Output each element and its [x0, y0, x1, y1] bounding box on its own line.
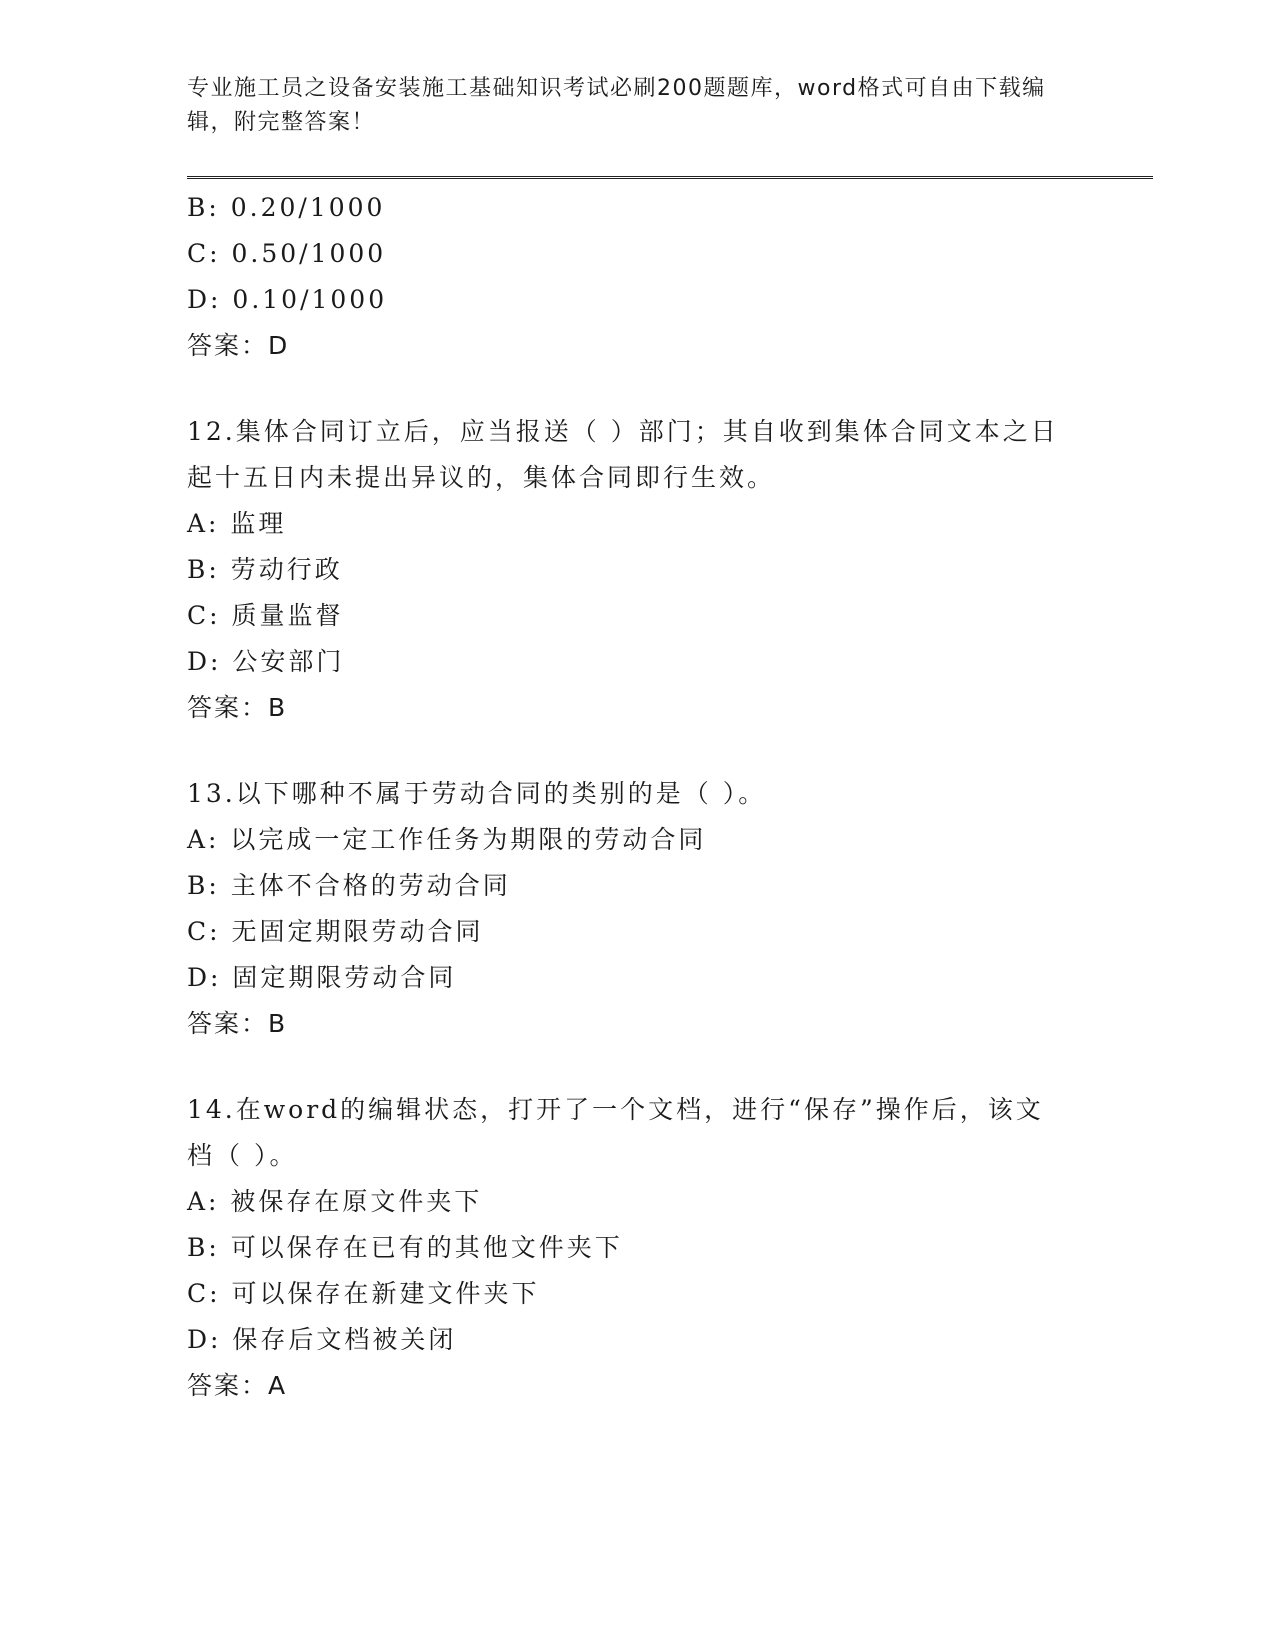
option-b: B: 可以保存在已有的其他文件夹下: [187, 1233, 623, 1262]
answer-line: 答案：D: [187, 331, 290, 360]
question-text: 13.以下哪种不属于劳动合同的类别的是（ ）。: [187, 779, 767, 808]
option-d: D: 公安部门: [187, 647, 345, 676]
option-b: B: 主体不合格的劳动合同: [187, 871, 511, 900]
header-divider: [187, 176, 1153, 179]
option-a: A: 监理: [187, 509, 287, 538]
option-c: C: 质量监督: [187, 601, 344, 630]
document-page: [187, 72, 1153, 1409]
option-c: C: 可以保存在新建文件夹下: [187, 1279, 540, 1308]
option-c: C: 0.50/1000: [187, 239, 387, 268]
question-list: [187, 185, 1153, 1409]
option-a: A: 以完成一定工作任务为期限的劳动合同: [187, 825, 707, 854]
question-text: 14.在word的编辑状态，打开了一个文档，进行“保存”操作后，该文档（ ）。: [187, 1095, 1044, 1170]
question-text: 12.集体合同订立后，应当报送（ ）部门；其自收到集体合同文本之日起十五日内未提出异议的，集体合同即行生效。: [187, 417, 1059, 492]
question-block-11: [187, 185, 1153, 369]
answer-line: 答案：A: [187, 1371, 288, 1400]
option-b: B: 0.20/1000: [187, 193, 386, 222]
page-header-title: 专业施工员之设备安装施工基础知识考试必刷200题题库，word格式可自由下载编辑，附完整答案！: [187, 76, 1046, 135]
answer-line: 答案：B: [187, 1009, 288, 1038]
option-c: C: 无固定期限劳动合同: [187, 917, 484, 946]
option-a: A: 被保存在原文件夹下: [187, 1187, 483, 1216]
question-block-12: [187, 409, 1153, 731]
answer-line: 答案：B: [187, 693, 288, 722]
option-d: D: 0.10/1000: [187, 285, 388, 314]
option-b: B: 劳动行政: [187, 555, 343, 584]
option-d: D: 固定期限劳动合同: [187, 963, 457, 992]
question-block-14: [187, 1087, 1153, 1409]
question-block-13: [187, 771, 1153, 1047]
option-d: D: 保存后文档被关闭: [187, 1325, 457, 1354]
